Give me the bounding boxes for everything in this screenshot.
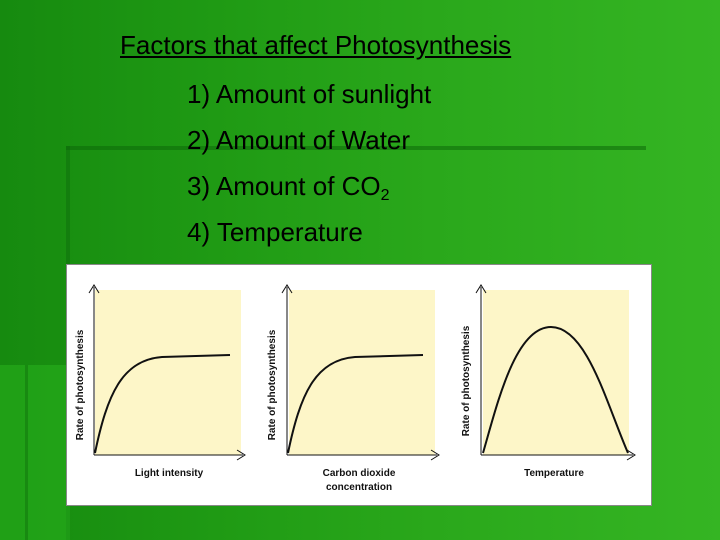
graph-co2 [267,285,439,493]
graphs-figure [66,264,652,506]
x-axis-label: Temperature [524,468,584,479]
factor-text: Amount of sunlight [215,79,432,109]
graph-temperature [461,285,635,479]
factor-number: 2) [187,125,211,155]
factor-subscript: 2 [380,187,390,204]
x-axis-label-line2: concentration [325,482,393,493]
decorative-line [25,365,28,540]
graphs-svg [67,265,651,505]
factor-text: Amount of CO [215,171,381,201]
x-axis-label: Light intensity [134,468,204,479]
graph-light [75,285,245,479]
factor-item-1 [187,79,431,110]
factor-item-4 [187,217,363,248]
factor-text: Temperature [216,217,363,247]
y-axis-label: Rate of photosynthesis [461,325,472,437]
slide-title: Factors that affect Photosynthesis [120,30,512,60]
plot-area [289,290,435,455]
y-axis-label: Rate of photosynthesis [267,329,278,441]
factor-number: 4) [187,217,211,247]
plot-area [95,290,241,455]
x-axis-label-line1: Carbon dioxide [322,468,396,479]
factor-number: 3) [187,171,211,201]
y-axis-label: Rate of photosynthesis [75,329,86,441]
plot-area [483,290,629,455]
factor-item-2 [187,125,410,156]
factor-number: 1) [187,79,211,109]
factor-item-3 [187,171,390,205]
decorative-block [0,365,70,540]
factor-text: Amount of Water [215,125,411,155]
